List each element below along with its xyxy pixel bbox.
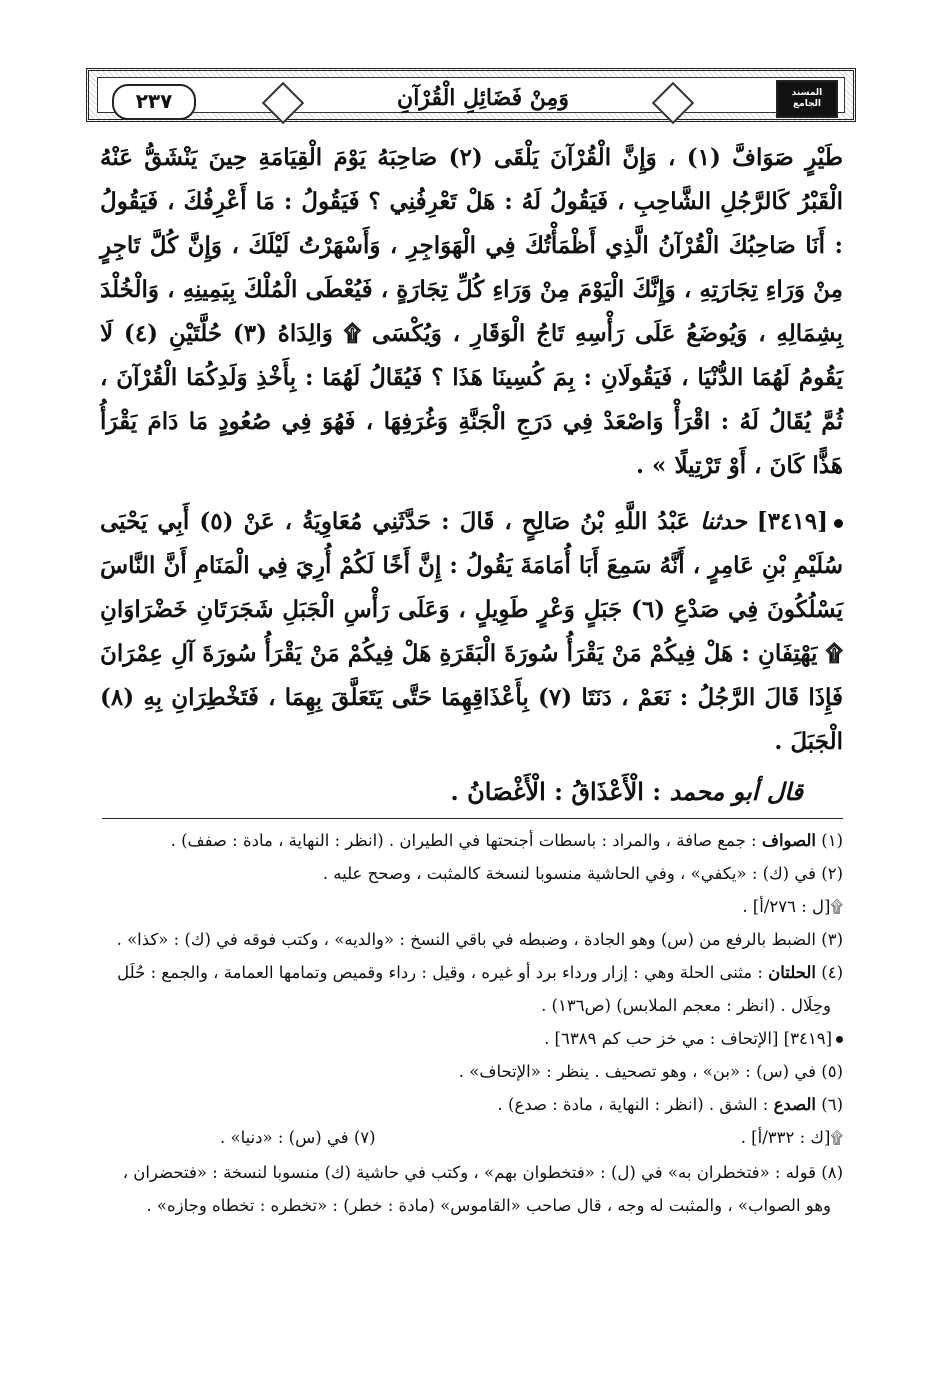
abu-muhammad-label: قال أبو محمد [669, 777, 803, 806]
hadith-continuation: طَيْرٍ صَوَافَّ (١) ، وَإِنَّ الْقُرْآنَ يَلْقَى (٢) صَاحِبَهُ يَوْمَ الْقِيَامَةِ حِينَ يَنْشَقُّ عَنْهُ الْقَبْرُ كَالرَّجُلِ الشَّاحِبِ ، فَيَقُولُ لَهُ : هَلْ تَعْرِفُنِي ؟ فَيَقُولُ : مَا أَعْرِفُكَ ، فَيَقُولُ : أَنَا صَاحِبُكَ الْقُرْآنُ الَّذِي أَظْمَأْتُكَ فِي الْهَوَاجِرِ ، وَأَسْهَرْتُ لَيْلَكَ ، وَإِنَّ كُلَّ تَاجِرٍ مِنْ وَرَاءِ تِجَارَتِهِ ، وَإِنَّكَ الْيَوْمَ مِنْ وَرَاءِ كُلِّ تِجَارَةٍ ، فَيُعْطَى الْمُلْكَ بِيَمِينِهِ ، وَالْخُلْدَ بِشِمَالِهِ ، وَيُوضَعُ عَلَى رَأْسِهِ تَاجُ الْوَقَارِ ، وَيُكْسَى ۩ وَالِدَاهُ (٣) حُلَّتَيْنِ (٤) لَا يَقُومُ لَهُمَا الدُّنْيَا ، فَيَقُولَانِ : بِمَ كُسِينَا هَذَا ؟ فَيُقَالُ لَهُمَا : بِأَخْذِ وَلَدِكُمَا الْقُرْآنَ ، ثُمَّ يُقَالُ لَهُ : اقْرَأْ وَاصْعَدْ فِي دَرَجِ الْجَنَّةِ وَغُرَفِهَا ، فَهُوَ فِي صُعُودٍ مَا دَامَ يَقْرَأُ هَذًّا كَانَ ، أَوْ تَرْتِيلًا » . [100, 144, 844, 479]
footnote-3: (٣) الضبط بالرفع من (س) وهو الجادة ، وضبطه في باقي النسخ : «والديه» ، وكتب فوقه في (ك) : «كذا» . [116, 930, 843, 949]
bullet-icon [836, 1036, 843, 1043]
main-text [100, 136, 843, 814]
footnote-number: (١) [821, 831, 843, 850]
page-number: ٢٣٧ [112, 84, 196, 120]
header-frame [97, 77, 845, 113]
footnote-term: الصواف [761, 831, 816, 850]
manuscript-ref-1: ۩[ل : ٢٧٦/أ] . [742, 897, 843, 916]
ithaf-reference [100, 1024, 843, 1053]
footnote-number: (٤) [821, 963, 843, 982]
chapter-title: وَمِنْ فَضَائِلِ الْقُرْآنِ [397, 85, 569, 111]
footnote-8-continued: وهو الصواب» ، والمثبت له وجه ، قال صاحب «القاموس» (مادة : خطر) : «تخطره : تخطاه وجازه» . [146, 1196, 831, 1215]
ornament-diamond-icon [652, 82, 694, 124]
hadith-3419 [100, 500, 843, 764]
hadith-number: [٣٤١٩] [756, 508, 828, 535]
footnote-row [100, 1123, 843, 1152]
footnote-text: : الشق . (انظر : النهاية ، مادة : صدع) . [497, 1095, 769, 1114]
narrator-label: حدثنا [700, 508, 747, 535]
abu-muhammad-note [100, 770, 803, 814]
ornament-diamond-icon [262, 82, 304, 124]
manuscript-ref-2: ۩[ك : ٣٣٢/أ] . [740, 1128, 843, 1147]
footnote-6 [100, 1090, 843, 1119]
footnote-term: الصدع [773, 1095, 816, 1114]
abu-muhammad-text: : الْأَعْذَاقُ : الْأَغْصَانُ . [450, 777, 662, 806]
footnote-7: (٧) في (س) : «دنيا» . [220, 1128, 376, 1147]
footnote-term: الحلتان [768, 963, 816, 982]
footnote-text: : مثنى الحلة وهي : إزار ورداء برد أو غيره ، وقيل : رداء وقميص وتمامها العمامة ، والجمع : حُلَل [117, 963, 763, 982]
hadith-text: عَبْدُ اللَّهِ بْنُ صَالِحٍ ، قَالَ : حَدَّثَنِي مُعَاوِيَةُ ، عَنْ (٥) أَبِي يَحْيَى سُلَيْمِ بْنِ عَامِرٍ ، أَنَّهُ سَمِعَ أَبَا أُمَامَةَ يَقُولُ : إِنَّ أَخًا لَكُمْ أُرِيَ فِي الْمَنَامِ أَنَّ النَّاسَ يَسْلُكُونَ فِي صَدْعِ (٦) جَبَلٍ وَعْرٍ طَوِيلٍ ، وَعَلَى رَأْسِ الْجَبَلِ شَجَرَتَانِ خَضْرَاوَانِ ۩ يَهْتِفَانِ : هَلْ فِيكُمْ مَنْ يَقْرَأُ سُورَةَ الْبَقَرَةِ هَلْ فِيكُمْ مَنْ يَقْرَأُ سُورَةَ آلِ عِمْرَانَ فَإِذَا قَالَ الرَّجُلُ : نَعَمْ ، دَنَتَا (٧) بِأَعْذَاقِهِمَا حَتَّى يَتَعَلَّقَ بِهِمَا ، فَتَخْطِرَانِ بِهِ (٨) الْجَبَلَ . [100, 508, 844, 755]
footnote-5: (٥) في (س) : «بن» ، وهو تصحيف . ينظر : «الإتحاف» . [458, 1062, 843, 1081]
footnote-2: (٢) في (ك) : «يكفي» ، وفي الحاشية منسوبا لنسخة كالمثبت ، وصحح عليه . [322, 864, 843, 883]
ithaf-text: [٣٤١٩] [الإتحاف : مي خز حب كم ٦٣٨٩] . [544, 1029, 832, 1048]
footnote-number: (٦) [821, 1095, 843, 1114]
footnotes [100, 826, 843, 1224]
footnote-divider [102, 818, 843, 819]
page-header [86, 68, 856, 122]
footnote-1 [100, 826, 843, 855]
footnote-4 [100, 958, 843, 987]
publisher-logo: المسند الجامع [776, 80, 838, 118]
footnote-text: : جمع صافة ، والمراد : باسطات أجنحتها في الطيران . (انظر : النهاية ، مادة : صفف) . [170, 831, 757, 850]
footnote-4-continued: وحِلَال . (انظر : معجم الملابس) (ص١٣٦) . [541, 996, 831, 1015]
bullet-icon [834, 519, 843, 528]
footnote-8: (٨) قوله : «فتخطران به» في (ل) : «فتخطوان بهم» ، وكتب في حاشية (ك) منسوبا لنسخة : «فتحضران ، [122, 1163, 843, 1182]
